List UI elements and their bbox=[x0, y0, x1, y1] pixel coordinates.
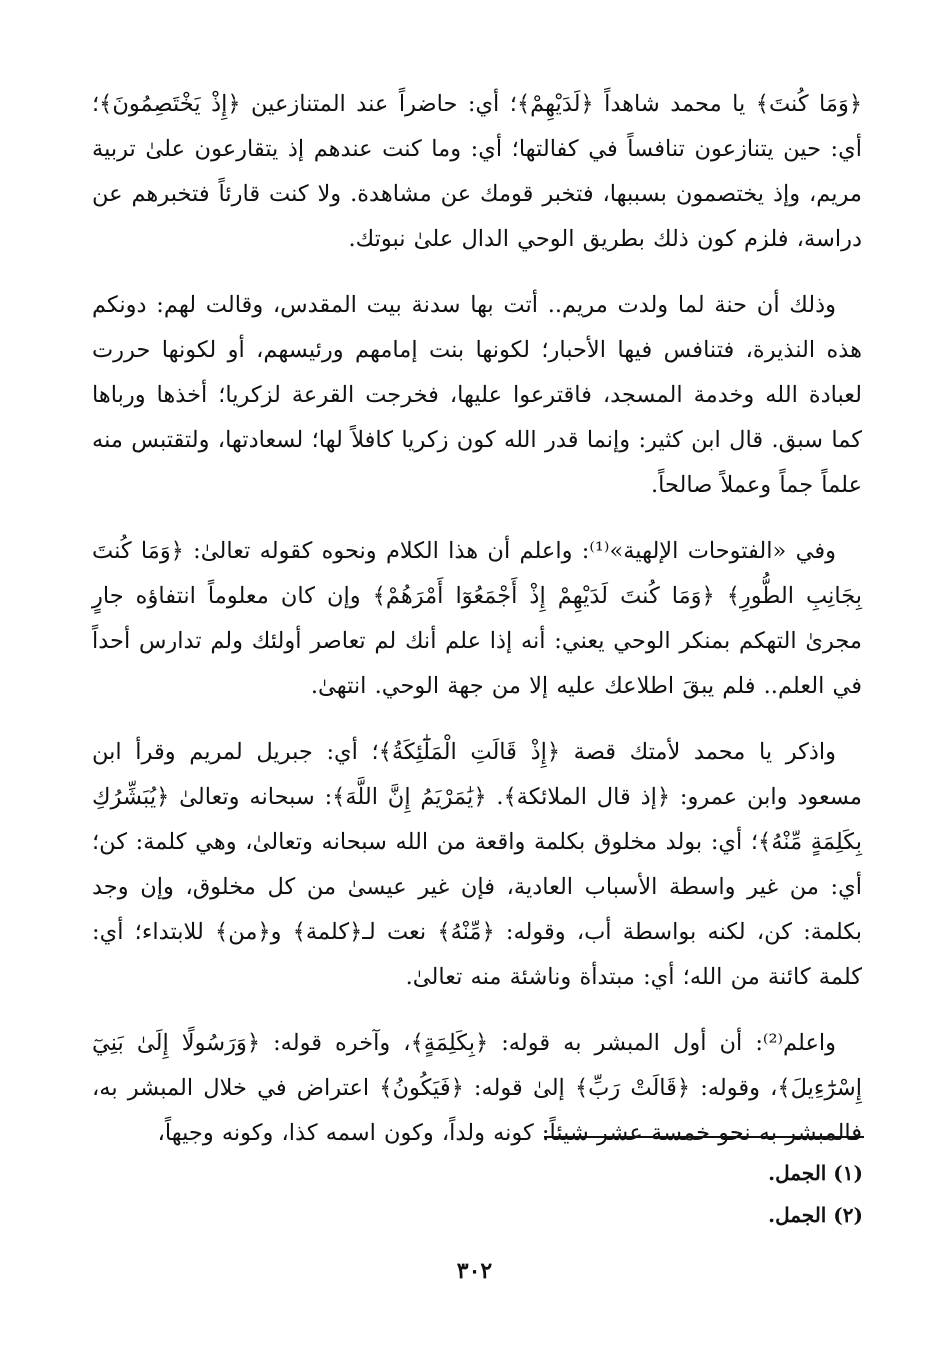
paragraph-2: وذلك أن حنة لما ولدت مريم.. أتت بها سدنة بيت المقدس، وقالت لهم: دونكم هذه النذيرة، فتنافس فيها الأحبار؛ لكونها بنت إمامهم ورئيسهم، أو لكونها حررت لعبادة الله وخدمة المسجد، فاقترعوا عليها، فخرجت القرعة لزكريا؛ أخذها ورباها كما سبق. قال ابن كثير: وإنما قدر الله كون زكريا كافلاً لها؛ لسعادتها، ولتقتبس منه علماً جماً وعملاً صالحاً. bbox=[92, 292, 862, 498]
footnotes bbox=[768, 1152, 863, 1236]
footnote-divider bbox=[544, 1136, 864, 1138]
paragraph-5: واعلم⁽²⁾: أن أول المبشر به قوله: ﴿بِكَلِمَةٍ﴾، وآخره قوله: ﴿وَرَسُولًا إِلَىٰ بَنِيٓ إِسْرَٰٓءِيلَ﴾، وقوله: ﴿قَالَتْ رَبِّ﴾ إلىٰ قوله: ﴿فَيَكُونُ﴾ اعتراض في خلال المبشر به، فالمبشر به نحو خمسة عشر شيئاً: كونه ولداً، وكون اسمه كذا، وكونه وجيهاً، bbox=[92, 1030, 862, 1146]
paragraph-3: وفي «الفتوحات الإلهية»⁽¹⁾: واعلم أن هذا الكلام ونحوه كقوله تعالىٰ: ﴿وَمَا كُنتَ بِجَانِبِ الطُّورِ﴾ ﴿وَمَا كُنتَ لَدَيْهِمْ إِذْ أَجْمَعُوٓا أَمْرَهُمْ﴾ وإن كان معلوماً انتفاؤه جارٍ مجرىٰ التهكم بمنكر الوحي يعني: أنه إذا علم أنك لم تعاصر أولئك ولم تدارس أحداً في العلم.. فلم يبقَ اطلاعك عليه إلا من جهة الوحي. انتهىٰ. bbox=[92, 538, 862, 699]
page-number: ٣٠٢ bbox=[456, 1258, 493, 1284]
footnote-1: (١) الجمل. bbox=[768, 1161, 863, 1185]
paragraph-1: ﴿وَمَا كُنتَ﴾ يا محمد شاهداً ﴿لَدَيْهِمْ﴾؛ أي: حاضراً عند المتنازعين ﴿إِذْ يَخْتَصِمُونَ﴾؛ أي: حين يتنازعون تنافساً في كفالتها؛ أي: وما كنت عندهم إذ يتقارعون علىٰ تربية مريم، وإذ يختصمون بسببها، فتخبر قومك عن مشاهدة. ولا كنت قارئاً فتخبرهم عن دراسة، فلزم كون ذلك بطريق الوحي الدال علىٰ نبوتك. bbox=[92, 91, 862, 252]
footnote-2: (٢) الجمل. bbox=[768, 1203, 863, 1227]
paragraph-4: واذكر يا محمد لأمتك قصة ﴿إِذْ قَالَتِ الْمَلَٰٓئِكَةُ﴾؛ أي: جبريل لمريم وقرأ ابن مسعود وابن عمرو: ﴿إذ قال الملائكة﴾. ﴿يَٰمَرْيَمُ إِنَّ اللَّهَ﴾: سبحانه وتعالىٰ ﴿يُبَشِّرُكِ بِكَلِمَةٍ مِّنْهُ﴾؛ أي: بولد مخلوق بكلمة واقعة من الله سبحانه وتعالىٰ، وهي كلمة: كن؛ أي: من غير واسطة الأسباب العادية، فإن غير عيسىٰ من كل مخلوق، وإن وجد بكلمة: كن، لكنه بواسطة أب، وقوله: ﴿مِّنْهُ﴾ نعت لـ﴿كلمة﴾ و﴿من﴾ للابتداء؛ أي: كلمة كائنة من الله؛ أي: مبتدأة وناشئة منه تعالىٰ. bbox=[92, 739, 862, 990]
page-body bbox=[92, 82, 862, 1177]
